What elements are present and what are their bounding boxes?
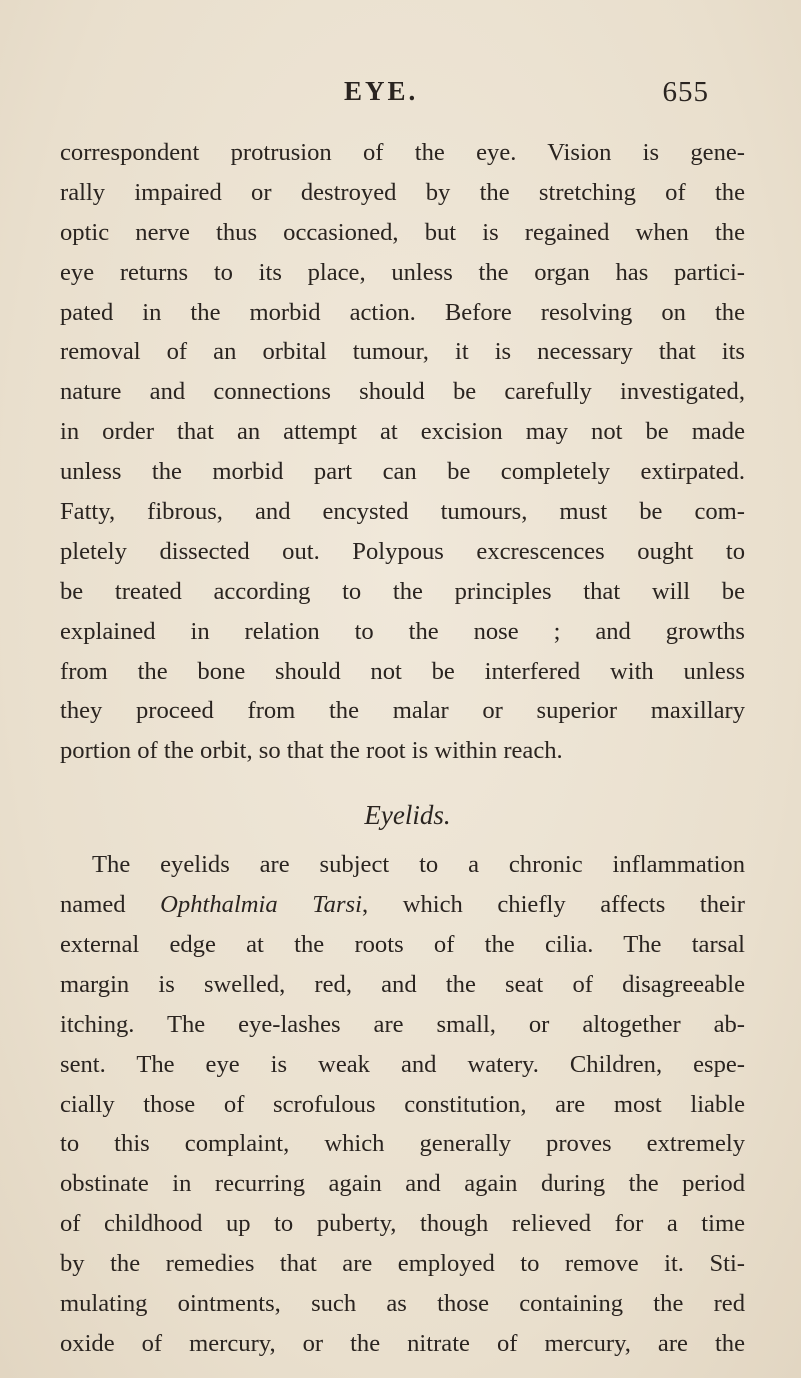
text-line: correspondent protrusion of the eye. Vision is gene-	[60, 139, 745, 166]
text-line: eye returns to its place, unless the organ has partici-	[60, 258, 745, 286]
text-line: from the bone should not be interfered with unless	[60, 657, 745, 685]
text-line: obstinate in recurring again and again during the period	[60, 1170, 745, 1198]
text-line: by the remedies that are employed to remove it. Sti-	[60, 1250, 745, 1278]
page-header	[0, 76, 801, 116]
text-line: itching. The eye-lashes are small, or altogether ab-	[60, 1010, 745, 1038]
text-line: The eyelids are subject to a chronic inflammation	[92, 851, 745, 879]
text-line: sent. The eye is weak and watery. Children, espe-	[60, 1050, 745, 1078]
text-line: pated in the morbid action. Before resolving on the	[60, 298, 745, 326]
text-line: margin is swelled, red, and the seat of disagreeable	[60, 970, 745, 998]
text-line: pletely dissected out. Polypous excrescences ought to	[60, 537, 745, 565]
text-line: optic nerve thus occasioned, but is regained when the	[60, 218, 745, 246]
text-line: be treated according to the principles that will be	[60, 577, 745, 605]
text-line: oxide of mercury, or the nitrate of mercury, are the	[60, 1329, 745, 1357]
text-line: cially those of scrofulous constitution, are most liable	[60, 1090, 745, 1118]
page-number: 655	[662, 76, 709, 108]
disease-name: Ophthalmia Tarsi	[160, 891, 362, 919]
text-line: nature and connections should be carefully investigated,	[60, 378, 745, 406]
text-line: in order that an attempt at excision may not be made	[60, 418, 745, 446]
text-line: to this complaint, which generally proves extremely	[60, 1130, 745, 1158]
section-heading: Eyelids.	[364, 800, 451, 831]
text-line: mulating ointments, such as those containing the red	[60, 1290, 745, 1318]
body-text	[60, 133, 745, 1364]
running-head: EYE.	[344, 76, 419, 106]
text-line: rally impaired or destroyed by the stretching of the	[60, 178, 745, 206]
text-line: portion of the orbit, so that the root is within reach.	[60, 737, 563, 765]
text-line: of childhood up to puberty, though relieved for a time	[60, 1210, 745, 1238]
text-line: removal of an orbital tumour, it is necessary that its	[60, 338, 745, 366]
paragraph-eyelids	[60, 845, 745, 1364]
text-line: named Ophthalmia Tarsi, which chiefly affects their	[60, 891, 745, 919]
text-line: unless the morbid part can be completely extirpated.	[60, 458, 745, 486]
text-line: they proceed from the malar or superior maxillary	[60, 697, 745, 725]
text-line: external edge at the roots of the cilia. The tarsal	[60, 931, 745, 959]
text-line: explained in relation to the nose ; and growths	[60, 617, 745, 645]
text-line: Fatty, fibrous, and encysted tumours, must be com-	[60, 498, 745, 526]
paragraph-orbital-tumours	[60, 133, 745, 771]
